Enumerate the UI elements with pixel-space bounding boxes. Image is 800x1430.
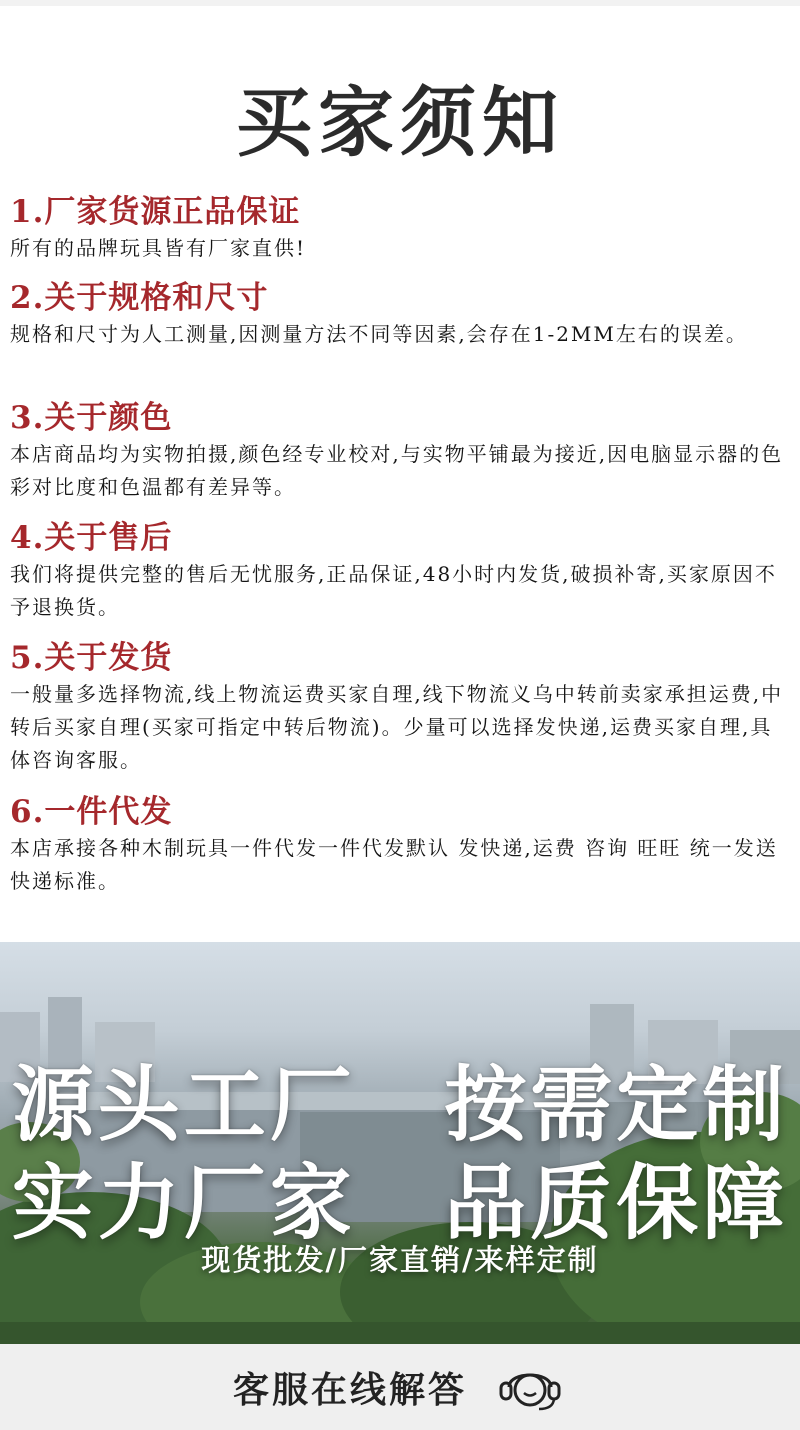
notice-heading: 3.关于颜色 (10, 400, 173, 436)
notice-body: 我们将提供完整的售后无忧服务,正品保证,48小时内发货,破损补寄,买家原因不予退换货。 (10, 562, 777, 619)
notice-item-dropship (10, 792, 790, 898)
page-title: 买家须知 (236, 78, 564, 167)
notice-body: 规格和尺寸为人工测量,因测量方法不同等因素,会存在1-2MM左右的误差。 (10, 322, 748, 346)
notice-heading: 5.关于发货 (10, 640, 173, 676)
notice-heading: 1.厂家货源正品保证 (10, 194, 301, 230)
notice-item-aftersales (10, 518, 790, 624)
notice-heading: 4.关于售后 (10, 520, 173, 556)
customer-service-label[interactable]: 客服在线解答 (232, 1368, 467, 1411)
banner-slogan-line2: 实力厂家 品质保障 (11, 1156, 789, 1251)
notice-heading: 6.一件代发 (10, 794, 173, 830)
banner-subtitle: 现货批发/厂家直销/来样定制 (201, 1243, 599, 1277)
banner-slogan-line1: 源头工厂 按需定制 (11, 1058, 789, 1153)
top-divider (0, 0, 800, 6)
notice-heading: 2.关于规格和尺寸 (10, 280, 269, 316)
customer-service-bar[interactable] (0, 1344, 800, 1430)
notice-body: 本店商品均为实物拍摄,颜色经专业校对,与实物平铺最为接近,因电脑显示器的色彩对比度和色温都有差异等。 (10, 442, 784, 499)
notice-item-genuine (10, 192, 790, 265)
notice-body: 所有的品牌玩具皆有厂家直供! (10, 236, 307, 260)
notice-item-color (10, 398, 790, 504)
notice-body: 一般量多选择物流,线上物流运费买家自理,线下物流义乌中转前卖家承担运费,中转后买家自理(买家可指定中转后物流)。少量可以选择发快递,运费买家自理,具体咨询客服。 (10, 682, 784, 772)
notice-item-shipping (10, 638, 790, 777)
notice-body: 本店承接各种木制玩具一件代发一件代发默认 发快递,运费 咨询 旺旺 统一发送快递标准。 (10, 836, 778, 893)
notice-item-size (10, 278, 790, 351)
customer-service-headset-icon[interactable] (493, 1357, 567, 1417)
